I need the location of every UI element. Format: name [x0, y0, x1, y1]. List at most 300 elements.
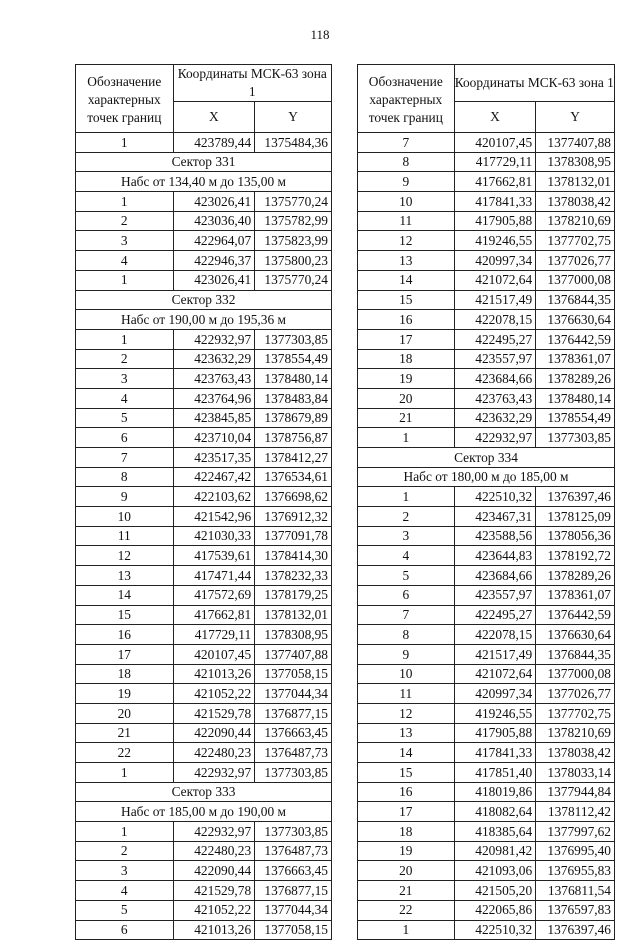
table-row [358, 428, 615, 448]
point-cell: 17 [76, 644, 174, 664]
section-label: Набс от 190,00 м до 195,36 м [76, 310, 332, 330]
point-cell: 9 [358, 644, 455, 664]
section-label: Сектор 334 [358, 448, 615, 468]
table-row [358, 566, 615, 586]
y-cell: 1377044,34 [255, 684, 332, 704]
y-cell: 1378414,30 [255, 546, 332, 566]
table-row [358, 172, 615, 192]
x-cell: 421072,64 [454, 664, 536, 684]
x-cell: 423557,97 [454, 585, 536, 605]
x-cell: 417905,88 [454, 723, 536, 743]
table-row [358, 920, 615, 940]
table-row [76, 211, 332, 231]
point-cell: 4 [358, 546, 455, 566]
table-row [76, 507, 332, 527]
section-label: Сектор 333 [76, 782, 332, 802]
y-cell: 1378112,42 [536, 802, 615, 822]
table-row [358, 231, 615, 251]
x-cell: 423684,66 [454, 566, 536, 586]
y-cell: 1378210,69 [536, 211, 615, 231]
table-row [76, 763, 332, 783]
point-cell: 21 [358, 881, 455, 901]
x-cell: 421505,20 [454, 881, 536, 901]
table-row [358, 723, 615, 743]
point-cell: 2 [76, 349, 174, 369]
x-cell: 422090,44 [173, 723, 255, 743]
table-row [358, 900, 615, 920]
table-row [76, 605, 332, 625]
section-row [76, 290, 332, 310]
table-row [76, 388, 332, 408]
table-row [358, 782, 615, 802]
point-cell: 15 [76, 605, 174, 625]
y-cell: 1378554,49 [536, 408, 615, 428]
y-cell: 1378483,84 [255, 388, 332, 408]
point-cell: 22 [358, 900, 455, 920]
x-cell: 423632,29 [173, 349, 255, 369]
y-cell: 1378192,72 [536, 546, 615, 566]
x-cell: 417662,81 [173, 605, 255, 625]
table-row [358, 625, 615, 645]
x-cell: 420107,45 [454, 133, 536, 153]
y-cell: 1376844,35 [536, 290, 615, 310]
y-cell: 1377303,85 [536, 428, 615, 448]
point-cell: 12 [358, 231, 455, 251]
y-cell: 1376912,32 [255, 507, 332, 527]
point-cell: 14 [358, 270, 455, 290]
table-row [358, 743, 615, 763]
x-cell: 422065,86 [454, 900, 536, 920]
table-row [76, 684, 332, 704]
x-cell: 422932,97 [454, 428, 536, 448]
x-cell: 423763,43 [454, 388, 536, 408]
y-cell: 1377026,77 [536, 251, 615, 271]
y-cell: 1378056,36 [536, 526, 615, 546]
point-cell: 1 [76, 763, 174, 783]
coordinates-table-right [357, 64, 615, 940]
section-row [76, 172, 332, 192]
point-cell: 21 [76, 723, 174, 743]
point-cell: 11 [358, 211, 455, 231]
table-row [76, 329, 332, 349]
x-cell: 418385,64 [454, 822, 536, 842]
x-cell: 417729,11 [454, 152, 536, 172]
x-cell: 422078,15 [454, 625, 536, 645]
section-row [76, 782, 332, 802]
point-cell: 20 [76, 703, 174, 723]
point-cell: 11 [76, 526, 174, 546]
point-cell: 13 [358, 723, 455, 743]
y-cell: 1378289,26 [536, 369, 615, 389]
point-cell: 3 [358, 526, 455, 546]
point-cell: 8 [76, 467, 174, 487]
point-cell: 12 [76, 546, 174, 566]
section-label: Сектор 332 [76, 290, 332, 310]
point-cell: 7 [76, 448, 174, 468]
x-cell: 422946,37 [173, 251, 255, 271]
table-row [358, 605, 615, 625]
x-cell: 423845,85 [173, 408, 255, 428]
y-cell: 1377997,62 [536, 822, 615, 842]
point-cell: 13 [358, 251, 455, 271]
y-cell: 1378289,26 [536, 566, 615, 586]
point-cell: 9 [358, 172, 455, 192]
point-cell: 1 [76, 329, 174, 349]
x-cell: 417851,40 [454, 763, 536, 783]
y-cell: 1377303,85 [255, 329, 332, 349]
x-cell: 422078,15 [454, 310, 536, 330]
point-cell: 2 [358, 507, 455, 527]
point-cell: 1 [76, 192, 174, 212]
table-row [76, 743, 332, 763]
y-cell: 1378232,33 [255, 566, 332, 586]
table-row [358, 369, 615, 389]
table-row [358, 270, 615, 290]
y-cell: 1378756,87 [255, 428, 332, 448]
x-cell: 420981,42 [454, 841, 536, 861]
coordinates-header: Координаты МСК-63 зона 1 [454, 65, 614, 102]
x-cell: 421030,33 [173, 526, 255, 546]
x-cell: 419246,55 [454, 231, 536, 251]
point-cell: 5 [358, 566, 455, 586]
y-cell: 1376597,83 [536, 900, 615, 920]
table-row [358, 861, 615, 881]
x-cell: 422932,97 [173, 763, 255, 783]
table-row [76, 270, 332, 290]
table-row [358, 408, 615, 428]
y-cell: 1378033,14 [536, 763, 615, 783]
point-cell: 14 [358, 743, 455, 763]
point-cell: 13 [76, 566, 174, 586]
y-cell: 1376442,59 [536, 329, 615, 349]
x-cell: 423588,56 [454, 526, 536, 546]
table-row [76, 644, 332, 664]
point-cell: 19 [358, 369, 455, 389]
table-row [76, 192, 332, 212]
table-row [358, 546, 615, 566]
y-cell: 1376487,73 [255, 841, 332, 861]
x-cell: 422480,23 [173, 841, 255, 861]
section-label: Набс от 185,00 м до 190,00 м [76, 802, 332, 822]
point-cell: 3 [76, 369, 174, 389]
x-column-header: X [173, 102, 255, 133]
y-cell: 1378308,95 [255, 625, 332, 645]
y-cell: 1378412,27 [255, 448, 332, 468]
point-cell: 8 [358, 152, 455, 172]
table-row [358, 487, 615, 507]
point-cell: 15 [358, 763, 455, 783]
table-row [358, 703, 615, 723]
x-cell: 423517,35 [173, 448, 255, 468]
y-cell: 1376955,83 [536, 861, 615, 881]
table-row [76, 251, 332, 271]
y-cell: 1376877,15 [255, 881, 332, 901]
x-cell: 417539,61 [173, 546, 255, 566]
point-cell: 20 [358, 388, 455, 408]
y-cell: 1378038,42 [536, 743, 615, 763]
section-label: Набс от 134,40 м до 135,00 м [76, 172, 332, 192]
point-cell: 19 [358, 841, 455, 861]
section-label: Набс от 180,00 м до 185,00 м [358, 467, 615, 487]
x-cell: 421542,96 [173, 507, 255, 527]
table-row [358, 192, 615, 212]
x-cell: 418082,64 [454, 802, 536, 822]
y-cell: 1376442,59 [536, 605, 615, 625]
table-row [358, 664, 615, 684]
point-cell: 4 [76, 881, 174, 901]
y-cell: 1377091,78 [255, 526, 332, 546]
x-cell: 423710,04 [173, 428, 255, 448]
y-cell: 1376877,15 [255, 703, 332, 723]
table-row [76, 703, 332, 723]
x-cell: 417729,11 [173, 625, 255, 645]
x-cell: 423036,40 [173, 211, 255, 231]
point-cell: 14 [76, 585, 174, 605]
table-row [76, 467, 332, 487]
x-cell: 417841,33 [454, 192, 536, 212]
y-cell: 1378210,69 [536, 723, 615, 743]
section-row [76, 310, 332, 330]
x-cell: 423644,83 [454, 546, 536, 566]
table-row [76, 448, 332, 468]
y-cell: 1378361,07 [536, 349, 615, 369]
point-cell: 6 [76, 428, 174, 448]
y-cell: 1377026,77 [536, 684, 615, 704]
table-row [76, 408, 332, 428]
point-cell: 4 [76, 388, 174, 408]
table-row [358, 684, 615, 704]
x-cell: 423763,43 [173, 369, 255, 389]
section-row [358, 448, 615, 468]
x-cell: 422964,07 [173, 231, 255, 251]
point-cell: 11 [358, 684, 455, 704]
y-cell: 1376844,35 [536, 644, 615, 664]
point-cell: 1 [358, 920, 455, 940]
x-cell: 421013,26 [173, 920, 255, 940]
point-cell: 18 [358, 349, 455, 369]
y-cell: 1376397,46 [536, 920, 615, 940]
point-cell: 10 [76, 507, 174, 527]
table-row [76, 566, 332, 586]
y-cell: 1378132,01 [255, 605, 332, 625]
y-cell: 1377944,84 [536, 782, 615, 802]
y-cell: 1377044,34 [255, 900, 332, 920]
y-cell: 1378480,14 [536, 388, 615, 408]
table-row [358, 310, 615, 330]
table-row [358, 585, 615, 605]
table-row [358, 133, 615, 153]
table-row [358, 290, 615, 310]
table-row [76, 526, 332, 546]
x-cell: 420997,34 [454, 251, 536, 271]
x-cell: 422510,32 [454, 920, 536, 940]
coordinates-table-left [75, 64, 332, 940]
x-cell: 423026,41 [173, 270, 255, 290]
x-cell: 422495,27 [454, 605, 536, 625]
x-cell: 417662,81 [454, 172, 536, 192]
y-column-header: Y [255, 102, 332, 133]
table-row [358, 526, 615, 546]
point-cell: 7 [358, 133, 455, 153]
point-cell: 1 [76, 133, 174, 153]
x-cell: 420107,45 [173, 644, 255, 664]
point-cell: 10 [358, 664, 455, 684]
point-cell: 1 [358, 487, 455, 507]
point-cell: 2 [76, 841, 174, 861]
table-row [76, 900, 332, 920]
x-cell: 417841,33 [454, 743, 536, 763]
page-number: 118 [310, 27, 330, 42]
x-cell: 423557,97 [454, 349, 536, 369]
table-row [358, 349, 615, 369]
table-row [358, 507, 615, 527]
x-cell: 417471,44 [173, 566, 255, 586]
y-cell: 1377303,85 [255, 822, 332, 842]
y-cell: 1376663,45 [255, 723, 332, 743]
y-cell: 1377303,85 [255, 763, 332, 783]
y-cell: 1377000,08 [536, 270, 615, 290]
y-cell: 1378308,95 [536, 152, 615, 172]
y-cell: 1377702,75 [536, 703, 615, 723]
table-row [358, 763, 615, 783]
table-row [358, 841, 615, 861]
point-cell: 8 [358, 625, 455, 645]
point-cell: 2 [76, 211, 174, 231]
x-cell: 421517,49 [454, 290, 536, 310]
table-row [358, 881, 615, 901]
coordinates-header: Координаты МСК-63 зона 1 [173, 65, 331, 102]
section-row [358, 467, 615, 487]
point-cell: 16 [76, 625, 174, 645]
table-row [358, 329, 615, 349]
y-column-header: Y [536, 102, 615, 133]
x-cell: 423764,96 [173, 388, 255, 408]
x-cell: 422090,44 [173, 861, 255, 881]
y-cell: 1376811,54 [536, 881, 615, 901]
x-cell: 422932,97 [173, 822, 255, 842]
point-cell: 3 [76, 861, 174, 881]
y-cell: 1376397,46 [536, 487, 615, 507]
table-row [76, 428, 332, 448]
point-cell: 16 [358, 782, 455, 802]
point-cell: 6 [76, 920, 174, 940]
point-cell: 3 [76, 231, 174, 251]
point-cell: 7 [358, 605, 455, 625]
table-row [358, 644, 615, 664]
y-cell: 1376487,73 [255, 743, 332, 763]
table-row [76, 625, 332, 645]
point-column-header: Обозначение характерных точек границ [358, 65, 455, 133]
x-cell: 422467,42 [173, 467, 255, 487]
y-cell: 1376698,62 [255, 487, 332, 507]
table-row [76, 585, 332, 605]
y-cell: 1377058,15 [255, 920, 332, 940]
point-cell: 4 [76, 251, 174, 271]
x-cell: 423467,31 [454, 507, 536, 527]
y-cell: 1376663,45 [255, 861, 332, 881]
x-cell: 417905,88 [454, 211, 536, 231]
y-cell: 1376534,61 [255, 467, 332, 487]
point-cell: 15 [358, 290, 455, 310]
x-cell: 420997,34 [454, 684, 536, 704]
table-row [76, 133, 332, 153]
y-cell: 1375770,24 [255, 192, 332, 212]
point-cell: 22 [76, 743, 174, 763]
point-cell: 10 [358, 192, 455, 212]
y-cell: 1378038,42 [536, 192, 615, 212]
table-row [76, 861, 332, 881]
point-cell: 5 [76, 408, 174, 428]
x-cell: 422932,97 [173, 329, 255, 349]
y-cell: 1377702,75 [536, 231, 615, 251]
x-cell: 422103,62 [173, 487, 255, 507]
table-row [76, 822, 332, 842]
point-cell: 17 [358, 329, 455, 349]
y-cell: 1378125,09 [536, 507, 615, 527]
x-cell: 421072,64 [454, 270, 536, 290]
x-cell: 421013,26 [173, 664, 255, 684]
section-row [76, 802, 332, 822]
x-cell: 423632,29 [454, 408, 536, 428]
x-cell: 423026,41 [173, 192, 255, 212]
x-cell: 421052,22 [173, 900, 255, 920]
y-cell: 1377407,88 [255, 644, 332, 664]
y-cell: 1375484,36 [255, 133, 332, 153]
y-cell: 1378361,07 [536, 585, 615, 605]
table-row [358, 152, 615, 172]
y-cell: 1375800,23 [255, 251, 332, 271]
y-cell: 1378679,89 [255, 408, 332, 428]
y-cell: 1378179,25 [255, 585, 332, 605]
y-cell: 1377058,15 [255, 664, 332, 684]
x-cell: 422495,27 [454, 329, 536, 349]
y-cell: 1377000,08 [536, 664, 615, 684]
table-row [76, 841, 332, 861]
table-row [76, 369, 332, 389]
table-row [76, 920, 332, 940]
x-cell: 418019,86 [454, 782, 536, 802]
point-cell: 1 [76, 822, 174, 842]
y-cell: 1377407,88 [536, 133, 615, 153]
table-row [358, 802, 615, 822]
x-cell: 421093,06 [454, 861, 536, 881]
x-cell: 421517,49 [454, 644, 536, 664]
x-cell: 421529,78 [173, 881, 255, 901]
x-cell: 421529,78 [173, 703, 255, 723]
y-cell: 1376995,40 [536, 841, 615, 861]
section-row [76, 152, 332, 172]
point-cell: 19 [76, 684, 174, 704]
point-cell: 16 [358, 310, 455, 330]
x-cell: 419246,55 [454, 703, 536, 723]
y-cell: 1375782,99 [255, 211, 332, 231]
x-cell: 422480,23 [173, 743, 255, 763]
x-cell: 423684,66 [454, 369, 536, 389]
x-column-header: X [454, 102, 536, 133]
point-cell: 1 [76, 270, 174, 290]
y-cell: 1376630,64 [536, 625, 615, 645]
section-label: Сектор 331 [76, 152, 332, 172]
table-row [76, 546, 332, 566]
table-row [76, 349, 332, 369]
y-cell: 1378554,49 [255, 349, 332, 369]
point-cell: 21 [358, 408, 455, 428]
table-row [76, 664, 332, 684]
point-cell: 5 [76, 900, 174, 920]
y-cell: 1376630,64 [536, 310, 615, 330]
point-cell: 12 [358, 703, 455, 723]
x-cell: 423789,44 [173, 133, 255, 153]
